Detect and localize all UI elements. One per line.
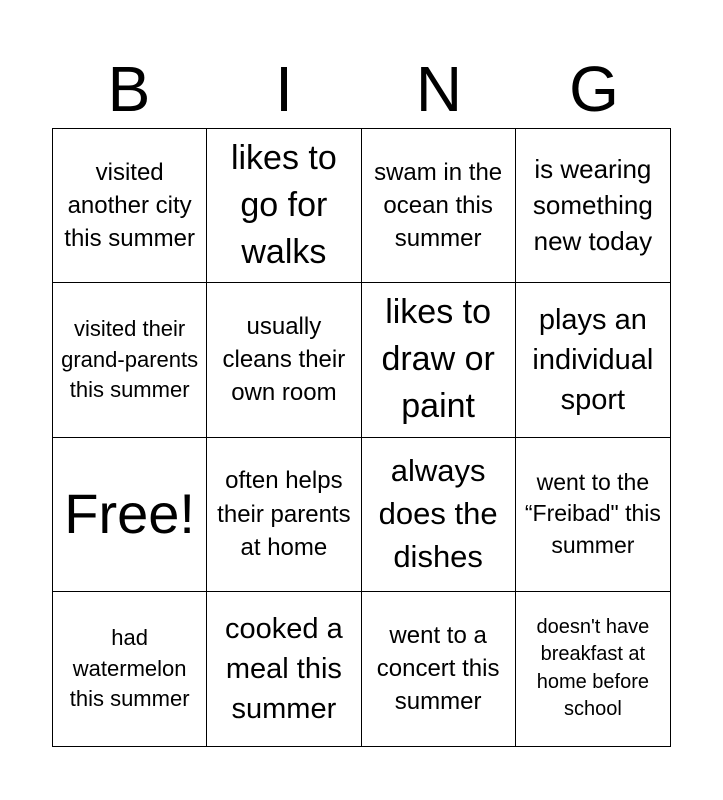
bingo-cell[interactable] [516, 592, 670, 746]
header-letter-b: B [107, 53, 151, 125]
cell-label: went to a concert this summer [376, 622, 500, 716]
bingo-cell[interactable] [362, 438, 516, 592]
bingo-cell[interactable] [207, 592, 361, 746]
cell-label: plays an individual sport [532, 303, 654, 416]
free-space-cell[interactable] [53, 438, 207, 592]
cell-label: had watermelon this summer [69, 625, 190, 712]
header-letter-i: I [275, 53, 293, 125]
bingo-cell[interactable] [516, 283, 670, 437]
cell-label: cooked a meal this summer [225, 612, 343, 725]
cell-label: usually cleans their own room [222, 313, 346, 407]
bingo-cell[interactable] [516, 129, 670, 283]
header-letter-n: N [415, 53, 463, 125]
bingo-cell[interactable] [362, 592, 516, 746]
cell-label: visited another city this summer [64, 158, 195, 253]
cell-label: doesn't have breakfast at home before school [536, 615, 650, 721]
bingo-cell[interactable] [53, 283, 207, 437]
bingo-grid [52, 128, 671, 747]
bingo-cell[interactable] [207, 283, 361, 437]
cell-label: swam in the ocean this summer [374, 158, 503, 253]
cell-label: likes to draw or paint [381, 293, 495, 426]
header-letter-g: G [569, 53, 619, 125]
bingo-cell[interactable] [207, 129, 361, 283]
bingo-header [52, 54, 671, 124]
cell-label: often helps their parents at home [217, 467, 351, 561]
cell-label: went to the “Freibad" this summer [524, 468, 661, 558]
bingo-cell[interactable] [516, 438, 670, 592]
cell-label: visited their grand-parents this summer [61, 316, 199, 403]
cell-label: likes to go for walks [230, 139, 337, 272]
bingo-cell[interactable] [53, 592, 207, 746]
bingo-cell[interactable] [362, 283, 516, 437]
free-space-label: Free! [64, 482, 195, 546]
bingo-cell[interactable] [362, 129, 516, 283]
cell-label: is wearing something new today [532, 153, 653, 256]
bingo-cell[interactable] [53, 129, 207, 283]
bingo-cell[interactable] [207, 438, 361, 592]
cell-label: always does the dishes [378, 452, 498, 574]
